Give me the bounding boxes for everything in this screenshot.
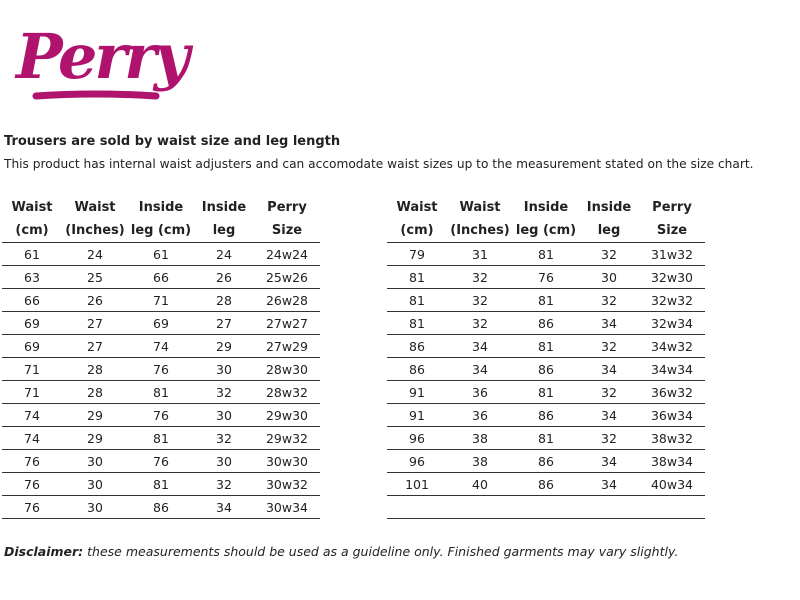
table-row: [387, 473, 705, 496]
col-header: Waist: [396, 200, 438, 215]
table-cell: 36: [447, 404, 513, 427]
table-cell: 27: [62, 312, 128, 335]
col-header: (Inches): [62, 219, 128, 243]
table-cell: [513, 496, 579, 519]
table-row: [2, 427, 320, 450]
table-row: [387, 289, 705, 312]
table-cell: 81: [513, 289, 579, 312]
table-cell: 40w34: [639, 473, 705, 496]
table-cell: 86: [513, 450, 579, 473]
table-cell: 29w30: [254, 404, 320, 427]
table-cell: 91: [387, 404, 447, 427]
table-cell: 30: [62, 496, 128, 519]
table-cell: 32: [579, 243, 639, 266]
table-cell: 61: [2, 243, 62, 266]
table-cell: 86: [387, 335, 447, 358]
table-row: [2, 266, 320, 289]
table-cell: 32w32: [639, 289, 705, 312]
table-cell: 28: [62, 358, 128, 381]
table-cell: 30w32: [254, 473, 320, 496]
table-cell: 38: [447, 427, 513, 450]
table-cell: 25: [62, 266, 128, 289]
header-row-1: [2, 196, 320, 219]
table-row: [387, 335, 705, 358]
table-cell: 86: [513, 312, 579, 335]
header-row-1: [387, 196, 705, 219]
table-row: [387, 427, 705, 450]
disclaimer-text: these measurements should be used as a guideline only. Finished garments may vary slightly.: [83, 544, 679, 559]
table-cell: 86: [387, 358, 447, 381]
header-row-2: [2, 219, 320, 243]
table-cell: 29: [62, 404, 128, 427]
table-cell: 81: [513, 381, 579, 404]
table-cell: 34: [579, 450, 639, 473]
table-cell: 74: [128, 335, 194, 358]
table-cell: 26w28: [254, 289, 320, 312]
table-row: [387, 496, 705, 519]
table-row: [2, 289, 320, 312]
table-cell: 36: [447, 381, 513, 404]
col-header: Waist: [74, 200, 116, 215]
table-cell: 24: [62, 243, 128, 266]
table-cell: 76: [2, 496, 62, 519]
col-header: Perry: [652, 200, 692, 215]
table-cell: 34: [579, 312, 639, 335]
table-cell: 63: [2, 266, 62, 289]
table-cell: 27w29: [254, 335, 320, 358]
table-cell: 30: [194, 450, 254, 473]
table-cell: 26: [62, 289, 128, 312]
size-table-left: [2, 196, 320, 519]
table-cell: 34w32: [639, 335, 705, 358]
table-cell: 101: [387, 473, 447, 496]
table-cell: 76: [128, 450, 194, 473]
col-header: Waist: [459, 200, 501, 215]
table-cell: 26: [194, 266, 254, 289]
table-cell: 32w30: [639, 266, 705, 289]
table-cell: 38w32: [639, 427, 705, 450]
page-heading: Trousers are sold by waist size and leg length: [4, 134, 341, 149]
table-cell: 69: [2, 312, 62, 335]
col-header: leg: [194, 219, 254, 243]
table-cell: 86: [128, 496, 194, 519]
table-cell: 30w34: [254, 496, 320, 519]
table-row: [387, 312, 705, 335]
table-cell: 25w26: [254, 266, 320, 289]
header-row-2: [387, 219, 705, 243]
table-cell: 34w34: [639, 358, 705, 381]
table-cell: 69: [2, 335, 62, 358]
table-cell: 32w34: [639, 312, 705, 335]
table-cell: [639, 496, 705, 519]
svg-text:Perry: Perry: [16, 20, 187, 93]
table-cell: [447, 496, 513, 519]
size-table-right: [387, 196, 705, 519]
table-cell: 76: [2, 473, 62, 496]
table-cell: 66: [2, 289, 62, 312]
table-cell: 40: [447, 473, 513, 496]
table-cell: 31w32: [639, 243, 705, 266]
table-cell: 32: [579, 335, 639, 358]
table-cell: 86: [513, 358, 579, 381]
table-cell: 81: [387, 266, 447, 289]
table-cell: 76: [128, 404, 194, 427]
table-cell: 27w27: [254, 312, 320, 335]
table-cell: 76: [128, 358, 194, 381]
table-cell: 66: [128, 266, 194, 289]
table-cell: 69: [128, 312, 194, 335]
disclaimer-label: Disclaimer:: [4, 544, 84, 559]
col-header: leg (cm): [128, 219, 194, 243]
table-row: [387, 450, 705, 473]
table-cell: 76: [2, 450, 62, 473]
table-cell: 86: [513, 473, 579, 496]
table-cell: 32: [579, 289, 639, 312]
table-cell: 79: [387, 243, 447, 266]
table-cell: 27: [194, 312, 254, 335]
col-header: Inside: [523, 200, 569, 215]
table-cell: 31: [447, 243, 513, 266]
table-cell: 24w24: [254, 243, 320, 266]
table-cell: 38w34: [639, 450, 705, 473]
table-cell: 32: [447, 266, 513, 289]
col-header: Size: [254, 219, 320, 243]
table-cell: 38: [447, 450, 513, 473]
col-header: Inside: [201, 200, 247, 215]
table-cell: 29: [194, 335, 254, 358]
table-cell: 81: [513, 243, 579, 266]
table-cell: 91: [387, 381, 447, 404]
table-row: [2, 358, 320, 381]
table-cell: 34: [447, 335, 513, 358]
table-cell: 34: [579, 358, 639, 381]
table-cell: 30: [62, 450, 128, 473]
table-row: [2, 450, 320, 473]
table-cell: 74: [2, 427, 62, 450]
table-row: [2, 404, 320, 427]
table-cell: 30: [579, 266, 639, 289]
col-header: Size: [639, 219, 705, 243]
table-row: [2, 312, 320, 335]
size-table-left-body: [2, 243, 320, 519]
size-table-right-body: [387, 243, 705, 519]
table-cell: 29: [62, 427, 128, 450]
table-cell: 81: [128, 473, 194, 496]
table-cell: [387, 496, 447, 519]
table-cell: 30w30: [254, 450, 320, 473]
table-cell: 81: [513, 335, 579, 358]
table-cell: 29w32: [254, 427, 320, 450]
col-header: (cm): [387, 219, 447, 243]
table-cell: 34: [579, 404, 639, 427]
table-cell: 61: [128, 243, 194, 266]
col-header: Inside: [138, 200, 184, 215]
table-cell: 32: [447, 289, 513, 312]
table-cell: 81: [128, 427, 194, 450]
perry-logo: [14, 12, 187, 104]
table-cell: 76: [513, 266, 579, 289]
table-cell: 28: [194, 289, 254, 312]
table-cell: 96: [387, 427, 447, 450]
table-cell: 32: [579, 381, 639, 404]
table-cell: 32: [447, 312, 513, 335]
table-row: [387, 358, 705, 381]
table-cell: 81: [513, 427, 579, 450]
table-row: [2, 243, 320, 266]
table-cell: 28: [62, 381, 128, 404]
col-header: (cm): [2, 219, 62, 243]
table-cell: 24: [194, 243, 254, 266]
table-row: [387, 404, 705, 427]
table-cell: 30: [194, 404, 254, 427]
table-cell: 34: [194, 496, 254, 519]
table-cell: 96: [387, 450, 447, 473]
table-row: [387, 381, 705, 404]
col-header: leg: [579, 219, 639, 243]
table-cell: 71: [2, 358, 62, 381]
table-cell: 81: [128, 381, 194, 404]
col-header: Inside: [586, 200, 632, 215]
product-description: This product has internal waist adjusters and can accomodate waist sizes up to the measurement stated on the size chart.: [4, 157, 754, 171]
table-row: [2, 381, 320, 404]
table-cell: 74: [2, 404, 62, 427]
table-cell: 32: [194, 473, 254, 496]
table-cell: 30: [62, 473, 128, 496]
table-row: [387, 243, 705, 266]
table-cell: 32: [579, 427, 639, 450]
col-header: (Inches): [447, 219, 513, 243]
table-row: [2, 335, 320, 358]
table-cell: [579, 496, 639, 519]
table-cell: 34: [579, 473, 639, 496]
table-row: [2, 473, 320, 496]
col-header: leg (cm): [513, 219, 579, 243]
col-header: Perry: [267, 200, 307, 215]
table-cell: 36w34: [639, 404, 705, 427]
table-cell: 28w32: [254, 381, 320, 404]
table-cell: 30: [194, 358, 254, 381]
table-row: [2, 496, 320, 519]
table-cell: 32: [194, 427, 254, 450]
table-cell: 28w30: [254, 358, 320, 381]
table-cell: 32: [194, 381, 254, 404]
table-cell: 36w32: [639, 381, 705, 404]
col-header: Waist: [11, 200, 53, 215]
disclaimer: [4, 544, 678, 559]
table-cell: 27: [62, 335, 128, 358]
table-cell: 71: [128, 289, 194, 312]
table-cell: 86: [513, 404, 579, 427]
table-cell: 81: [387, 312, 447, 335]
table-cell: 81: [387, 289, 447, 312]
table-cell: 71: [2, 381, 62, 404]
table-cell: 34: [447, 358, 513, 381]
table-row: [387, 266, 705, 289]
